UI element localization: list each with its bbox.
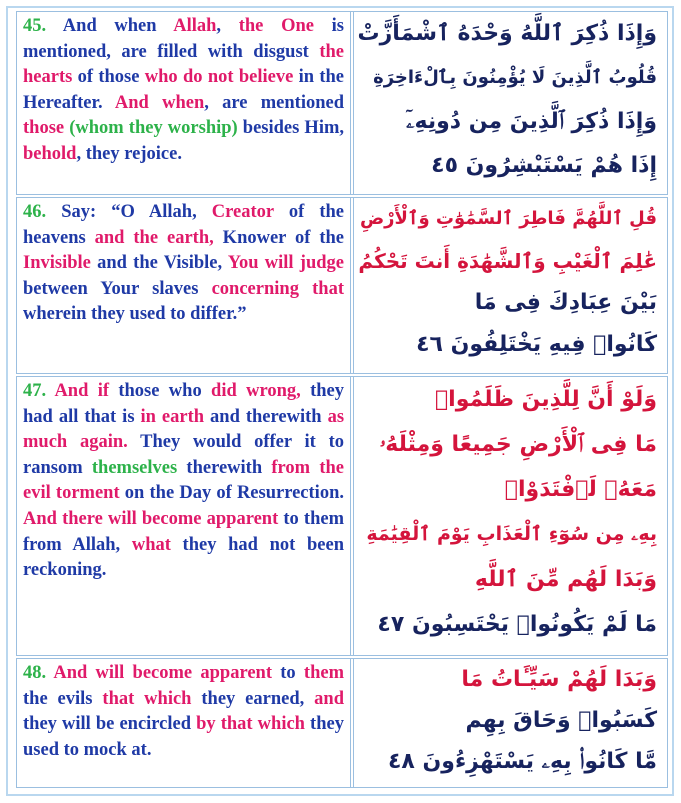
translation-segment: they used to mock at. (23, 714, 344, 760)
verse-row (16, 197, 668, 374)
translation-segment: between Your slaves (23, 278, 212, 299)
translation-segment: (whom they worship) (64, 118, 238, 139)
translation-segment: therewith (177, 457, 272, 478)
translation-segment: Allah (148, 202, 193, 222)
translation-segment: , are mentioned (204, 92, 345, 113)
arabic-line (360, 602, 657, 647)
translation-segment: Invisible (23, 253, 91, 274)
translation-segment: And when (46, 16, 174, 36)
english-translation (17, 12, 351, 194)
translation-segment: what (131, 534, 171, 555)
arabic-line (360, 324, 657, 366)
arabic-segment: قُلِ ٱللَّهُمَّ فَاطِرَ ٱلسَّمَٰوَٰتِ وَٱلْأَرْضِ (359, 208, 657, 229)
verses-table (6, 6, 674, 796)
translation-segment: Creator (211, 202, 274, 222)
arabic-line (360, 467, 657, 512)
arabic-segment: إِذَا هُمْ يَسْتَبْشِرُونَ ٤٥ (431, 153, 657, 178)
translation-segment: themselves (91, 457, 178, 478)
translation-segment: They would offer it to ransom (23, 432, 344, 478)
translation-segment: , (216, 16, 239, 36)
translation-segment: did wrong, (211, 381, 301, 401)
verse-number: 46. (23, 202, 47, 222)
translation-segment: Knower of the (213, 227, 344, 248)
arabic-line (360, 659, 657, 700)
verse-number: 45. (23, 16, 47, 36)
english-translation (17, 198, 351, 373)
translation-segment: of those (72, 67, 145, 88)
arabic-text (353, 198, 667, 373)
arabic-segment: مَا لَمْ يَكُونُوا۟ يَحْتَسِبُونَ ٤٧ (377, 612, 657, 637)
arabic-line (360, 422, 657, 467)
translation-segment: by that which (196, 714, 305, 735)
translation-segment: they had not been reckoning. (23, 534, 344, 581)
arabic-segment: وَإِذَا ذُكِرَ ٱللَّهُ وَحْدَهُ ٱشْمَأَزَّتْ (357, 21, 657, 46)
translation-segment: they earned, (191, 688, 315, 709)
translation-segment: that which (102, 688, 192, 709)
translation-segment: concerning that (211, 278, 344, 299)
arabic-segment: بِهِۦ مِن سُوٓءِ ٱلْعَذَابِ يَوْمَ ٱلْقِيَٰمَةِ (366, 523, 657, 545)
translation-segment: And will become apparent (46, 663, 272, 683)
translation-segment: the One (238, 16, 314, 36)
translation-segment: besides Him, (237, 118, 345, 139)
translation-segment: those who (109, 381, 212, 401)
translation-segment: the hearts (23, 41, 344, 88)
arabic-segment: وَإِذَا ذُكِرَ ٱلَّذِينَ مِن دُونِهِۦٓ (406, 109, 657, 134)
arabic-segment: وَبَدَا لَهُم مِّنَ ٱللَّهِ (474, 567, 657, 592)
arabic-line (360, 377, 657, 422)
translation-segment: Say: “O (46, 202, 149, 222)
translation-segment: of the heavens (23, 202, 345, 248)
translation-segment: You will judge (227, 253, 345, 274)
translation-segment: to them from Allah, (23, 508, 344, 555)
arabic-line (360, 56, 657, 100)
arabic-segment: وَبَدَا لَهُمْ سَيِّـَٔاتُ مَا (461, 667, 657, 692)
arabic-segment: مَعَهُۥ لَٱفْتَدَوْا۟ (504, 477, 657, 502)
verse-number: 48. (23, 663, 47, 683)
arabic-text (353, 12, 667, 194)
arabic-text (353, 377, 667, 655)
translation-segment: is mentioned, are filled with disgust (23, 16, 345, 62)
arabic-segment: مَّا كَانُوا۟ بِهِۦ يَسْتَهْزِءُونَ ٤٨ (387, 749, 657, 774)
verse-row (16, 658, 668, 788)
arabic-line (360, 512, 657, 557)
translation-segment: do not believe (177, 67, 294, 88)
translation-segment: as much again. (23, 406, 345, 453)
arabic-text (353, 659, 667, 787)
arabic-segment: كَانُوا۟ فِيهِ يَخْتَلِفُونَ ٤٦ (416, 332, 657, 357)
translation-segment: the evils (23, 688, 103, 709)
translation-segment: and (314, 688, 344, 709)
arabic-segment: مَا فِى ٱلْأَرْضِ جَمِيعًا وَمِثْلَهُۥ (379, 432, 657, 457)
translation-segment: Allah (173, 16, 217, 36)
arabic-line (360, 240, 657, 282)
arabic-line (357, 12, 657, 56)
arabic-segment: كَسَبُوا۟ وَحَاقَ بِهِم (465, 708, 657, 733)
translation-segment: from the evil torment (23, 457, 345, 504)
arabic-line (360, 100, 657, 144)
arabic-segment: وَلَوْ أَنَّ لِلَّذِينَ ظَلَمُوا۟ (434, 387, 657, 412)
english-translation (17, 659, 351, 787)
translation-segment: and the earth, (94, 227, 214, 248)
translation-segment: , (192, 202, 212, 222)
translation-segment: those (23, 118, 65, 139)
translation-segment: behold (23, 143, 77, 164)
verse-row (16, 11, 668, 195)
translation-segment: in earth (140, 406, 205, 427)
translation-segment: And when (114, 92, 205, 113)
verse-number: 47. (23, 381, 47, 401)
translation-segment: they will be encircled (23, 714, 197, 735)
arabic-line (360, 198, 657, 240)
translation-segment: who (144, 67, 178, 88)
translation-segment: them (303, 663, 344, 683)
arabic-segment: عَٰلِمَ ٱلْغَيْبِ وَٱلشَّهَٰدَةِ أَنتَ تَحْكُمُ (358, 249, 657, 273)
english-translation (17, 377, 351, 655)
translation-segment: on the Day of Resurrection. (119, 483, 344, 504)
translation-segment: And if (46, 381, 110, 401)
arabic-line (360, 700, 657, 741)
verse-row (16, 376, 668, 656)
translation-segment: to (272, 663, 304, 683)
arabic-line (360, 557, 657, 602)
translation-segment: and therewith (204, 406, 328, 427)
translation-segment: they had all that is (23, 381, 344, 427)
translation-segment: And there will become apparent (23, 508, 279, 529)
arabic-segment: بَيْنَ عِبَادِكَ فِى مَا (474, 290, 657, 315)
arabic-line (360, 282, 657, 324)
translation-segment: and the Visible, (90, 253, 228, 274)
translation-segment: in the Hereafter. (23, 67, 344, 113)
translation-segment: , they rejoice. (76, 143, 182, 164)
arabic-segment: قُلُوبُ ٱلَّذِينَ لَا يُؤْمِنُونَ بِٱلْءَاخِرَةِ (373, 67, 657, 88)
arabic-line (360, 144, 657, 188)
arabic-line (360, 741, 657, 782)
translation-segment: wherein they used to differ.” (23, 304, 247, 325)
